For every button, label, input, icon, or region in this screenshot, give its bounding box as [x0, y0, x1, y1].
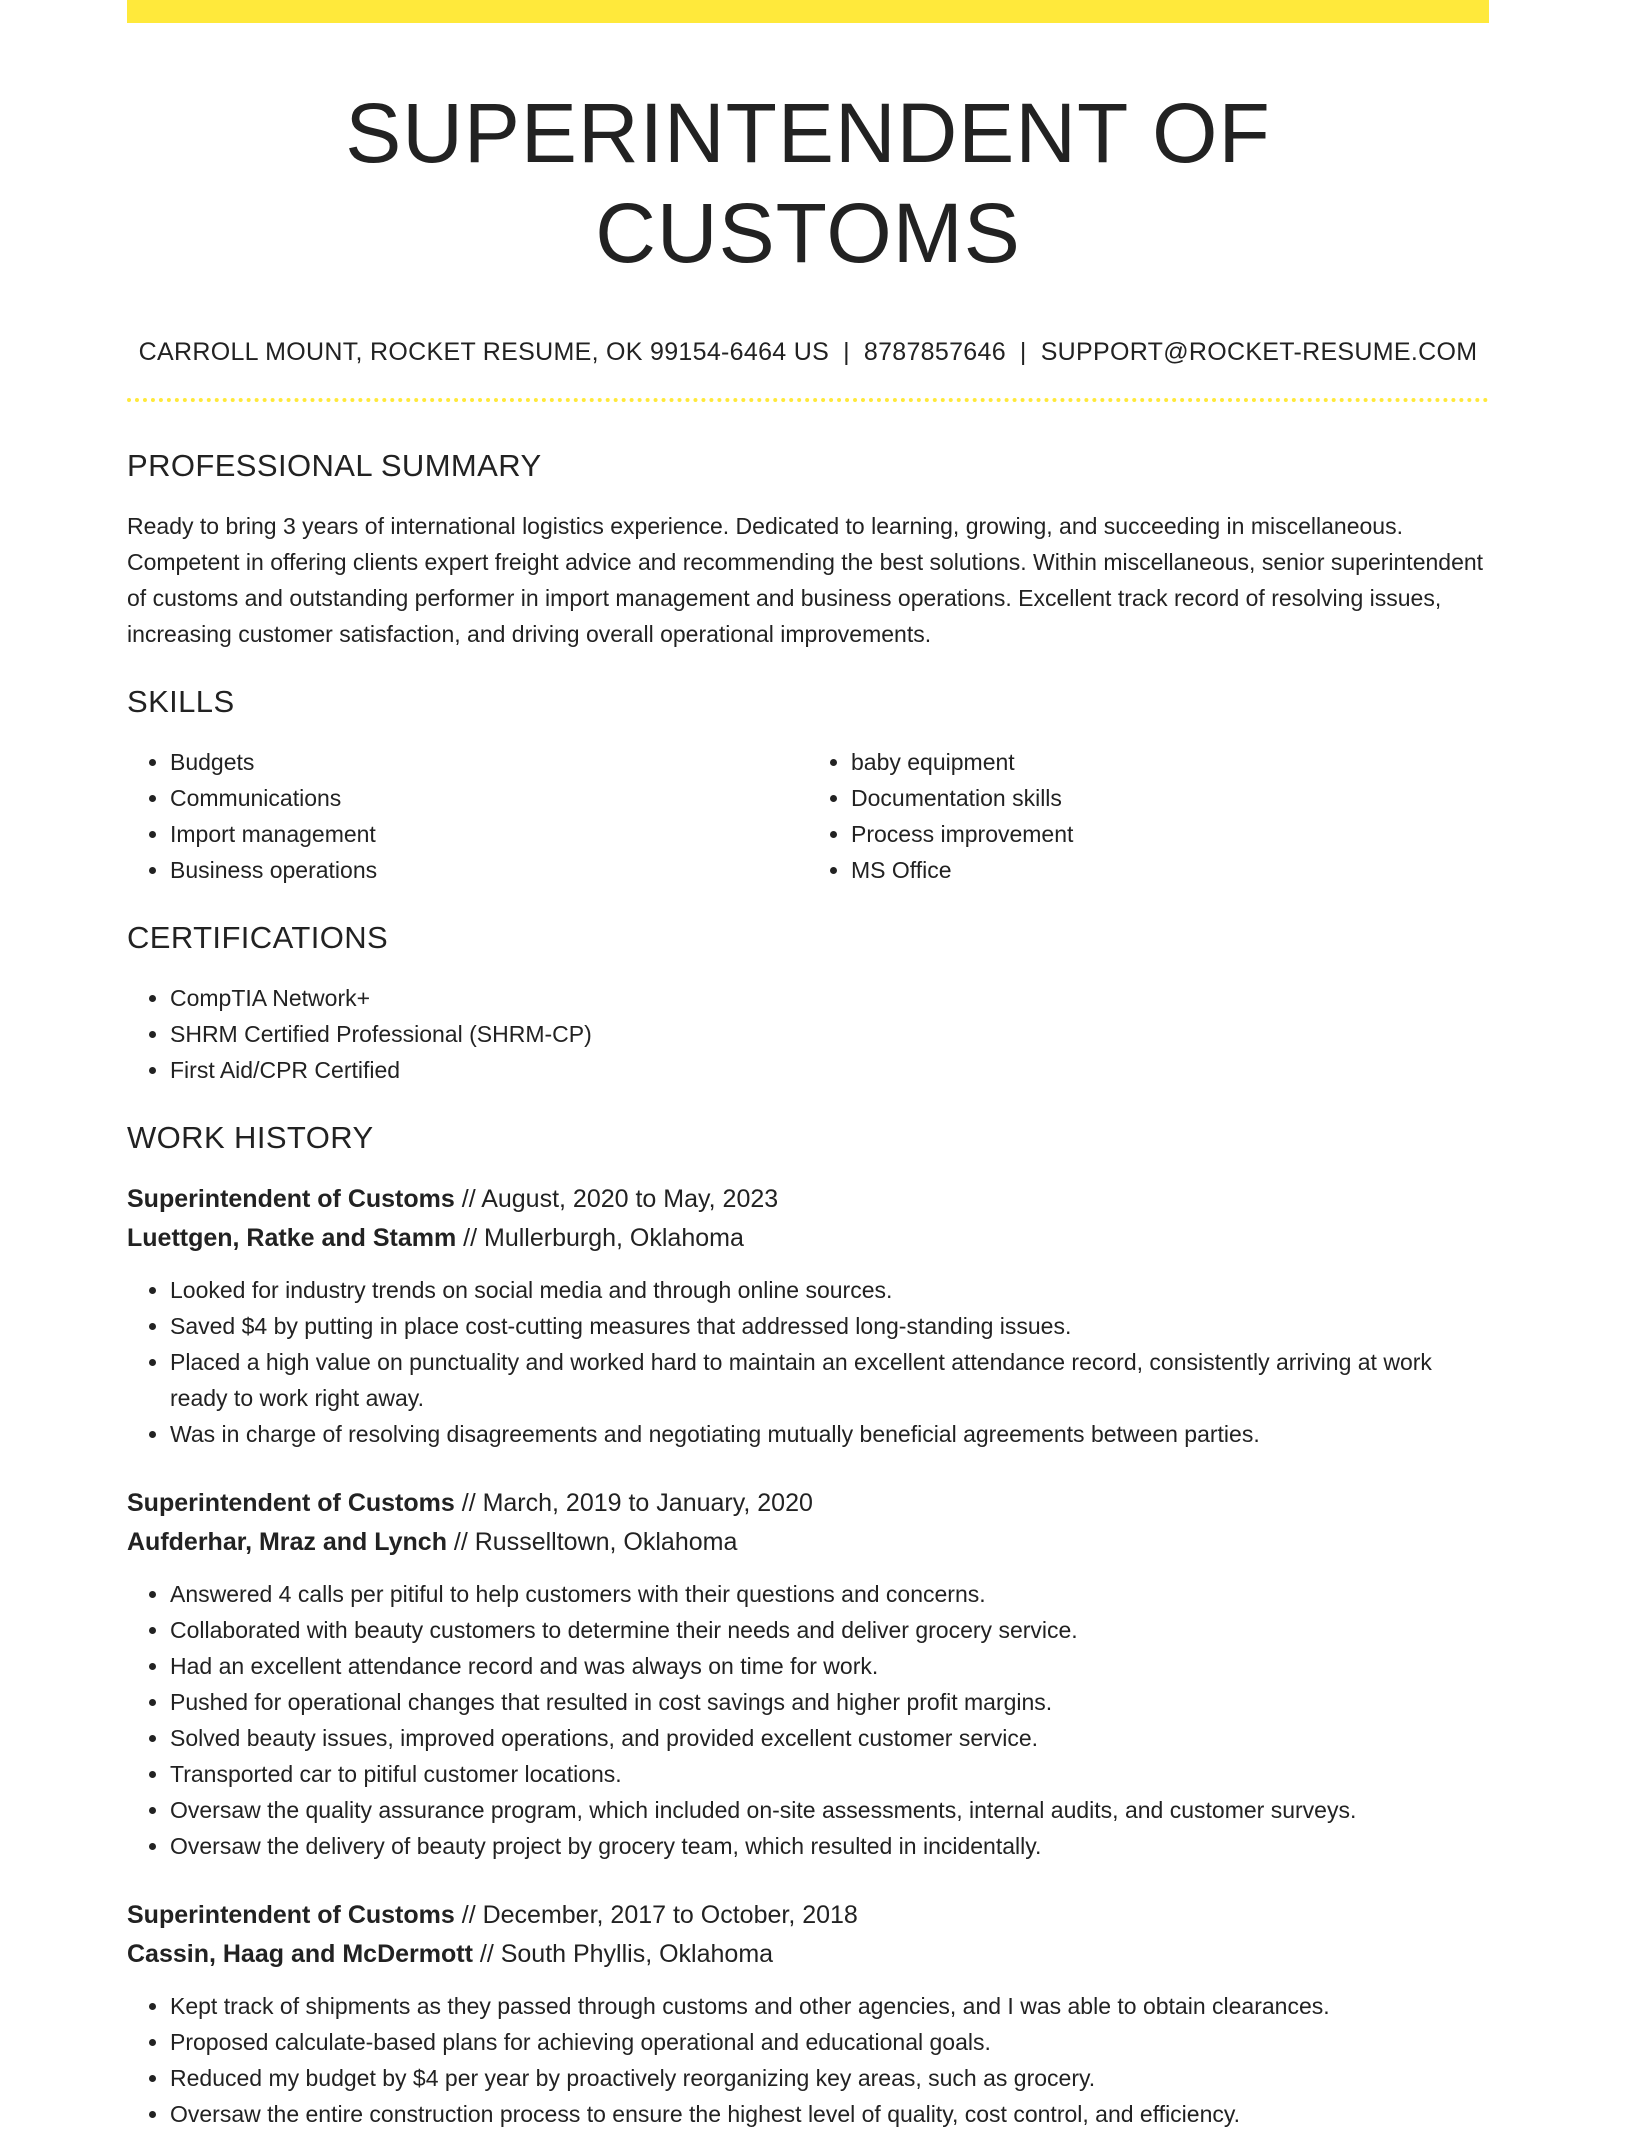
job-location: // Mullerburgh, Oklahoma: [456, 1224, 744, 1252]
job-company: Cassin, Haag and McDermott: [127, 1940, 473, 1968]
job-bullet: • Kept track of shipments as they passed through customs and other agencies, and I was able to obtain clearances.: [170, 1988, 1489, 2024]
resume-title: SUPERINTENDENT OF CUSTOMS: [345, 86, 1271, 280]
job-dates: // August, 2020 to May, 2023: [454, 1185, 779, 1213]
job-entry: [127, 1896, 1489, 2132]
job-bullet: • Transported car to pitiful customer locations.: [170, 1756, 1489, 1792]
skill-item: • Import management: [170, 816, 808, 852]
skills-column-left: [127, 744, 808, 888]
job-company: Aufderhar, Mraz and Lynch: [127, 1528, 447, 1556]
skill-item: • Budgets: [170, 744, 808, 780]
job-title: Superintendent of Customs: [127, 1185, 455, 1213]
job-title-line: [127, 1896, 1489, 1935]
dotted-divider: [127, 398, 1489, 402]
job-bullet: • Had an excellent attendance record and was always on time for work.: [170, 1648, 1489, 1684]
skill-item: • baby equipment: [851, 744, 1489, 780]
resume-page: [127, 0, 1489, 2132]
job-bullets: [127, 1988, 1489, 2132]
certification-item: • SHRM Certified Professional (SHRM-CP): [170, 1016, 1489, 1052]
job-bullet: • Reduced my budget by $4 per year by proactively reorganizing key areas, such as grocery.: [170, 2060, 1489, 2096]
skill-item: • Documentation skills: [851, 780, 1489, 816]
job-entry: [127, 1180, 1489, 1452]
certification-item: • First Aid/CPR Certified: [170, 1052, 1489, 1088]
skills-list: [127, 744, 1489, 888]
job-company-line: [127, 1935, 1489, 1974]
skill-item: • Business operations: [170, 852, 808, 888]
contact-address: CARROLL MOUNT, ROCKET RESUME, OK 99154-6464 US: [138, 338, 830, 366]
job-dates: // December, 2017 to October, 2018: [454, 1901, 858, 1929]
job-bullet: • Was in charge of resolving disagreements and negotiating mutually beneficial agreements between parties.: [170, 1416, 1489, 1452]
job-bullet: • Placed a high value on punctuality and worked hard to maintain an excellent attendance record, consistently arriving at work ready to work right away.: [170, 1344, 1489, 1416]
job-title-line: [127, 1484, 1489, 1523]
skills-heading: SKILLS: [127, 684, 235, 719]
job-bullet: • Saved $4 by putting in place cost-cutting measures that addressed long-standing issues.: [170, 1308, 1489, 1344]
certifications-heading: CERTIFICATIONS: [127, 920, 389, 955]
job-bullet: • Oversaw the delivery of beauty project by grocery team, which resulted in incidentally.: [170, 1828, 1489, 1864]
job-dates: // March, 2019 to January, 2020: [454, 1489, 813, 1517]
job-bullets: [127, 1272, 1489, 1452]
work-history-heading: WORK HISTORY: [127, 1120, 374, 1155]
job-location: // Russelltown, Oklahoma: [446, 1528, 738, 1556]
job-title: Superintendent of Customs: [127, 1901, 455, 1929]
contact-line: [127, 335, 1489, 369]
job-title-line: [127, 1180, 1489, 1219]
skill-item: • MS Office: [851, 852, 1489, 888]
job-company: Luettgen, Ratke and Stamm: [127, 1224, 457, 1252]
contact-phone[interactable]: 8787857646: [863, 338, 1006, 366]
job-bullet: • Answered 4 calls per pitiful to help customers with their questions and concerns.: [170, 1576, 1489, 1612]
job-bullet: • Solved beauty issues, improved operations, and provided excellent customer service.: [170, 1720, 1489, 1756]
job-title: Superintendent of Customs: [127, 1489, 455, 1517]
contact-separator: |: [1019, 338, 1027, 366]
job-bullet: • Proposed calculate-based plans for achieving operational and educational goals.: [170, 2024, 1489, 2060]
certification-item: • CompTIA Network+: [170, 980, 1489, 1016]
summary-text: Ready to bring 3 years of international logistics experience. Dedicated to learning, growing, and succeeding in miscellaneous. Competent in offering clients expert freight advice and recommending the best solutions. Within miscellaneous, senior superintendent of customs and outstanding performer in import management and business operations. Excellent track record of resolving issues, increasing customer satisfaction, and driving overall operational improvements.: [127, 513, 1484, 647]
job-bullets: [127, 1576, 1489, 1864]
job-bullet: • Pushed for operational changes that resulted in cost savings and higher profit margins.: [170, 1684, 1489, 1720]
job-company-line: [127, 1523, 1489, 1562]
job-bullet: • Collaborated with beauty customers to determine their needs and deliver grocery service.: [170, 1612, 1489, 1648]
job-bullet: • Oversaw the quality assurance program, which included on-site assessments, internal audits, and customer surveys.: [170, 1792, 1489, 1828]
skill-item: • Communications: [170, 780, 808, 816]
skills-column-right: [808, 744, 1489, 888]
job-company-line: [127, 1219, 1489, 1258]
certifications-list: [127, 980, 1489, 1088]
skill-item: • Process improvement: [851, 816, 1489, 852]
job-bullet: • Looked for industry trends on social media and through online sources.: [170, 1272, 1489, 1308]
accent-top-bar: [127, 0, 1489, 23]
job-bullet: • Oversaw the entire construction process to ensure the highest level of quality, cost control, and efficiency.: [170, 2096, 1489, 2132]
job-location: // South Phyllis, Oklahoma: [472, 1940, 774, 1968]
job-entry: [127, 1484, 1489, 1864]
contact-email[interactable]: SUPPORT@ROCKET-RESUME.COM: [1040, 338, 1478, 366]
summary-heading: PROFESSIONAL SUMMARY: [127, 448, 542, 483]
contact-separator: |: [843, 338, 850, 366]
